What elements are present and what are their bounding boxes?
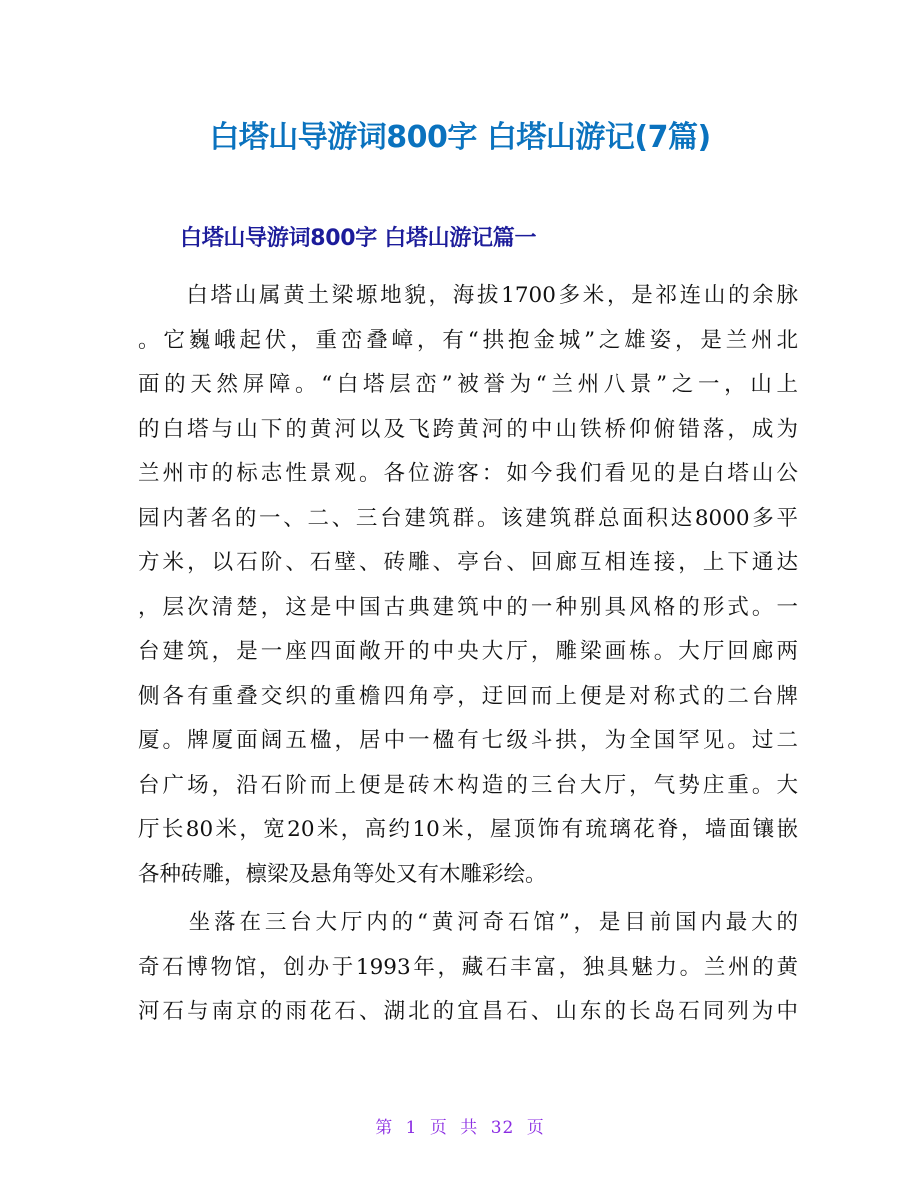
- text-line: 奇石博物馆，创办于1993年，藏石丰富，独具魅力。兰州的黄: [138, 954, 798, 980]
- text-line: 台广场，沿石阶而上便是砖木构造的三台大厅，气势庄重。大: [138, 772, 798, 798]
- document-title: 白塔山导游词800字 白塔山游记(7篇): [209, 120, 711, 155]
- document-body: [138, 274, 798, 1035]
- text-line: 方米，以石阶、石壁、砖雕、亭台、回廊互相连接，上下通达: [138, 550, 798, 575]
- text-line: ，层次清楚，这是中国古典建筑中的一种别具风格的形式。一: [138, 594, 798, 620]
- paragraph: [138, 901, 798, 1035]
- text-line: 厦。牌厦面阔五楹，居中一楹有七级斗拱，为全国罕见。过二: [138, 728, 798, 753]
- section-heading: 白塔山导游词800字 白塔山游记篇一: [180, 226, 537, 251]
- text-line: 兰州市的标志性景观。各位游客：如今我们看见的是白塔山公: [138, 461, 798, 486]
- page-number-footer: 第 1 页 共 32 页: [375, 1118, 545, 1138]
- text-line: 台建筑，是一座四面敞开的中央大厅，雕梁画栋。大厅回廊两: [138, 639, 798, 664]
- text-line: 侧各有重叠交织的重檐四角亭，迂回而上便是对称式的二台牌: [138, 683, 798, 709]
- text-line: 园内著名的一、二、三台建筑群。该建筑群总面积达8000多平: [138, 505, 798, 531]
- text-line: 面的天然屏障。“白塔层峦”被誉为“兰州八景”之一，山上: [138, 372, 798, 397]
- text-line: 白塔山属黄土梁塬地貌，海拔1700多米，是祁连山的余脉: [138, 283, 798, 308]
- text-line: 厅长80米，宽20米，高约10米，屋顶饰有琉璃花脊，墙面镶嵌: [138, 817, 798, 842]
- paragraph: [138, 274, 798, 897]
- text-line: 的白塔与山下的黄河以及飞跨黄河的中山铁桥仰俯错落，成为: [138, 416, 798, 442]
- text-line: 各种砖雕，檩梁及悬角等处又有木雕彩绘。: [138, 861, 547, 887]
- text-line: 河石与南京的雨花石、湖北的宜昌石、山东的长岛石同列为中: [138, 999, 798, 1024]
- text-line: 坐落在三台大厅内的“黄河奇石馆”，是目前国内最大的: [138, 910, 798, 935]
- text-line: 。它巍峨起伏，重峦叠嶂，有“拱抱金城”之雄姿，是兰州北: [138, 327, 798, 353]
